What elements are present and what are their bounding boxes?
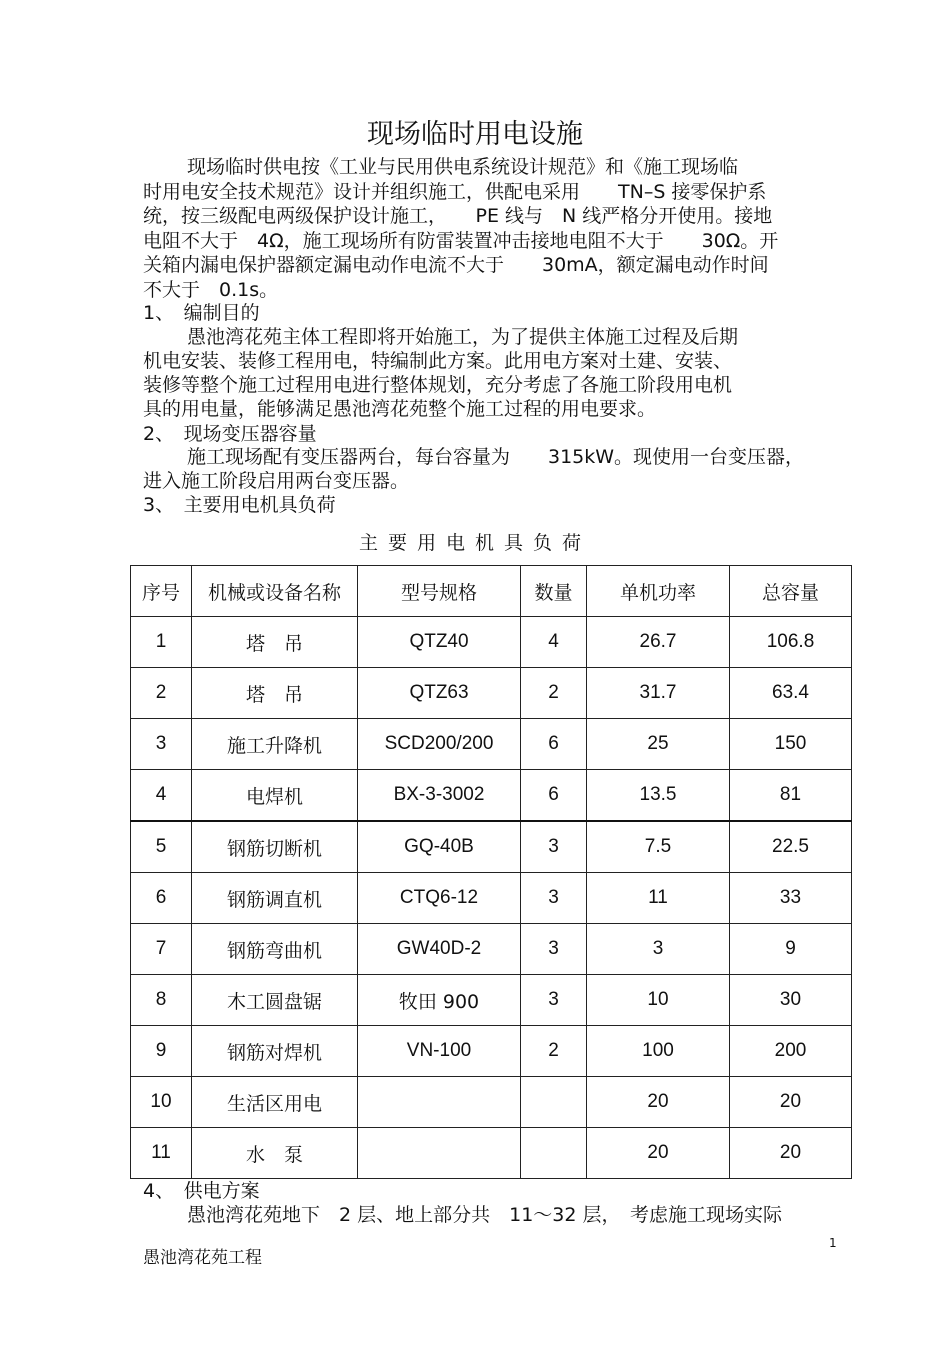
table-cell: 81 — [730, 770, 852, 822]
table-cell: 3 — [587, 924, 730, 975]
table-row — [131, 617, 852, 668]
table-cell: 4 — [521, 617, 587, 668]
table-cell — [358, 1128, 521, 1179]
intro-line: 关箱内漏电保护器额定漏电动作电流不大于 30mA，额定漏电动作时间 — [143, 254, 769, 276]
header-cell: 数量 — [521, 566, 587, 617]
intro-line: 时用电安全技术规范》设计并组织施工，供配电采用 TN–S 接零保护系 — [143, 181, 767, 203]
table-cell: 10 — [587, 975, 730, 1026]
intro-line: 电阻不大于 4Ω，施工现场所有防雷装置冲击接地电阻不大于 30Ω。开 — [143, 230, 779, 252]
table-cell: BX-3-3002 — [358, 770, 521, 822]
header-cell: 机械或设备名称 — [192, 566, 358, 617]
section-1-line: 装修等整个施工过程用电进行整体规划，充分考虑了各施工阶段用电机 — [143, 374, 733, 396]
table-cell: 33 — [730, 873, 852, 924]
section-2-line: 进入施工阶段启用两台变压器。 — [143, 470, 410, 492]
table-cell: 4 — [131, 770, 192, 822]
table-cell: 生活区用电 — [192, 1077, 358, 1128]
section-4-heading: 4、 供电方案 — [143, 1180, 260, 1202]
table-cell: 5 — [131, 821, 192, 873]
section-2-heading: 2、 现场变压器容量 — [143, 423, 317, 445]
table-row — [131, 873, 852, 924]
table-cell: 2 — [521, 1026, 587, 1077]
header-cell: 单机功率 — [587, 566, 730, 617]
table-cell: 6 — [521, 719, 587, 770]
section-4-line: 愚池湾花苑地下 2 层、地上部分共 11～32 层， 考虑施工现场实际 — [187, 1204, 783, 1226]
table-cell: 钢筋弯曲机 — [192, 924, 358, 975]
table-cell: 2 — [521, 668, 587, 719]
header-cell: 型号规格 — [358, 566, 521, 617]
section-3-heading: 3、 主要用电机具负荷 — [143, 494, 336, 516]
table-row — [131, 668, 852, 719]
table-cell: VN-100 — [358, 1026, 521, 1077]
table-row — [131, 1077, 852, 1128]
table-caption: 主要用电机具负荷 — [358, 532, 591, 554]
table-cell: 3 — [521, 975, 587, 1026]
table-cell: 20 — [587, 1128, 730, 1179]
table-cell: 9 — [131, 1026, 192, 1077]
table-cell: CTQ6-12 — [358, 873, 521, 924]
section-1-line: 机电安装、装修工程用电，特编制此方案。此用电方案对土建、安装、 — [143, 350, 733, 372]
table-cell: 13.5 — [587, 770, 730, 822]
table-cell — [358, 1077, 521, 1128]
header-cell: 总容量 — [730, 566, 852, 617]
table-cell: 26.7 — [587, 617, 730, 668]
table-cell: 水 泵 — [192, 1128, 358, 1179]
section-1-line: 具的用电量，能够满足愚池湾花苑整个施工过程的用电要求。 — [143, 398, 657, 420]
table-cell: GQ-40B — [358, 821, 521, 873]
section-1-line: 愚池湾花苑主体工程即将开始施工，为了提供主体施工过程及后期 — [187, 326, 739, 348]
page-number: 1 — [829, 1236, 837, 1250]
table-cell: 牧田 900 — [358, 975, 521, 1026]
table-cell: 3 — [521, 821, 587, 873]
table-cell: 钢筋切断机 — [192, 821, 358, 873]
table-cell: 31.7 — [587, 668, 730, 719]
intro-line: 统，按三级配电两级保护设计施工， PE 线与 N 线严格分开使用。接地 — [143, 205, 773, 227]
table-cell: QTZ40 — [358, 617, 521, 668]
table-cell: 9 — [730, 924, 852, 975]
table-row — [131, 1128, 852, 1179]
load-table — [130, 565, 852, 1179]
table-cell: 7.5 — [587, 821, 730, 873]
table-cell: 1 — [131, 617, 192, 668]
table-cell: 30 — [730, 975, 852, 1026]
table-row — [131, 975, 852, 1026]
table-cell: 11 — [587, 873, 730, 924]
table-cell: 8 — [131, 975, 192, 1026]
table-cell: 塔 吊 — [192, 617, 358, 668]
table-cell: GW40D-2 — [358, 924, 521, 975]
table-cell: 100 — [587, 1026, 730, 1077]
table-cell: 22.5 — [730, 821, 852, 873]
table-cell: 25 — [587, 719, 730, 770]
table-cell: 施工升降机 — [192, 719, 358, 770]
table-cell: 106.8 — [730, 617, 852, 668]
table-row — [131, 719, 852, 770]
table-cell: 7 — [131, 924, 192, 975]
table-cell: 3 — [521, 873, 587, 924]
intro-line: 不大于 0.1s。 — [143, 279, 279, 301]
table-cell: 钢筋调直机 — [192, 873, 358, 924]
table-cell: SCD200/200 — [358, 719, 521, 770]
table-cell: 6 — [521, 770, 587, 822]
table-cell: 20 — [730, 1077, 852, 1128]
section-1-heading: 1、 编制目的 — [143, 302, 260, 324]
table-cell: QTZ63 — [358, 668, 521, 719]
page-footer: 愚池湾花苑工程 — [143, 1248, 262, 1268]
table-cell — [521, 1128, 587, 1179]
table-cell: 200 — [730, 1026, 852, 1077]
table-row — [131, 821, 852, 873]
table-cell: 6 — [131, 873, 192, 924]
table-row — [131, 770, 852, 822]
table-cell: 20 — [730, 1128, 852, 1179]
intro-line: 现场临时供电按《工业与民用供电系统设计规范》和《施工现场临 — [187, 156, 739, 178]
page-title: 现场临时用电设施 — [367, 119, 583, 150]
table-cell: 150 — [730, 719, 852, 770]
table-cell: 11 — [131, 1128, 192, 1179]
table-cell: 木工圆盘锯 — [192, 975, 358, 1026]
table-cell: 3 — [521, 924, 587, 975]
table-row — [131, 1026, 852, 1077]
table-cell: 塔 吊 — [192, 668, 358, 719]
table-cell: 2 — [131, 668, 192, 719]
table-header-row — [131, 566, 852, 617]
table-cell: 钢筋对焊机 — [192, 1026, 358, 1077]
table-row — [131, 924, 852, 975]
header-cell: 序号 — [131, 566, 192, 617]
table-cell: 10 — [131, 1077, 192, 1128]
section-2-line: 施工现场配有变压器两台，每台容量为 315kW。现使用一台变压器， — [187, 446, 805, 468]
table-cell: 3 — [131, 719, 192, 770]
table-cell — [521, 1077, 587, 1128]
table-cell: 电焊机 — [192, 770, 358, 822]
table-cell: 63.4 — [730, 668, 852, 719]
table-cell: 20 — [587, 1077, 730, 1128]
